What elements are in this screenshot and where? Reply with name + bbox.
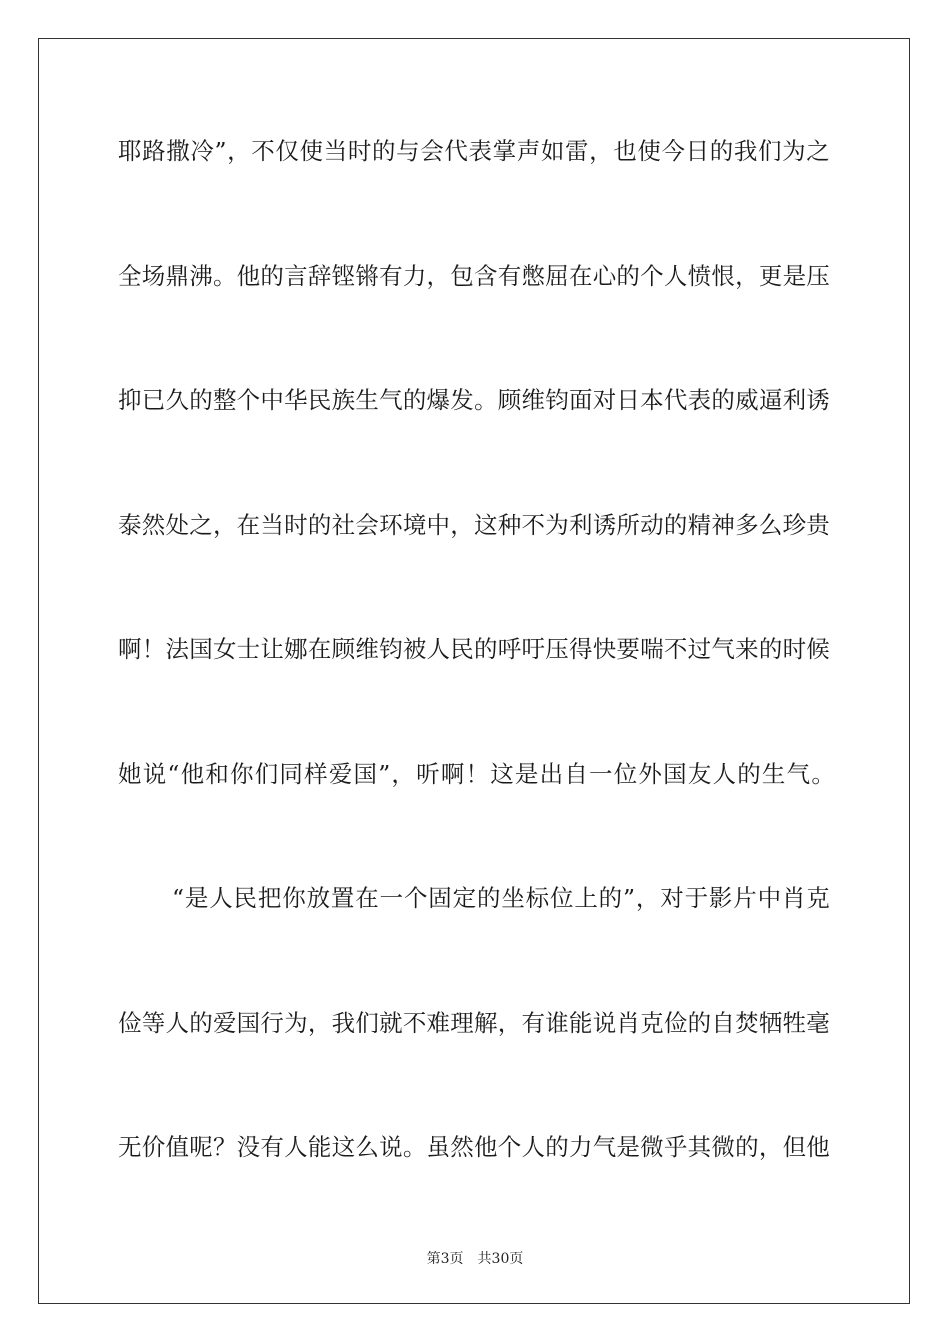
page-number: 第3页 (426, 1251, 464, 1267)
page-footer (0, 1248, 950, 1268)
text-line: 抑已久的整个中华民族生气的爆发。顾维钧面对日本代表的威逼利诱 (118, 386, 830, 414)
text-line: 耶路撒冷”，不仅使当时的与会代表掌声如雷，也使今日的我们为之 (118, 137, 830, 165)
text-line: 俭等人的爱国行为，我们就不难理解，有谁能说肖克俭的自焚牺牲毫 (118, 1008, 830, 1037)
text-line-paragraph-start: “是人民把你放置在一个固定的坐标位上的”，对于影片中肖克 (172, 884, 830, 912)
page-total: 共30页 (477, 1251, 524, 1267)
text-line: 泰然处之，在当时的社会环境中，这种不为利诱所动的精神多么珍贵 (118, 510, 830, 539)
text-line: 全场鼎沸。他的言辞铿锵有力，包含有憋屈在心的个人愤恨，更是压 (118, 261, 830, 290)
text-line: 她说“他和你们同样爱国”，听啊！这是出自一位外国友人的生气。 (118, 759, 837, 788)
document-body (118, 124, 837, 1245)
text-line: 啊！法国女士让娜在顾维钧被人民的呼吁压得快要喘不过气来的时候 (118, 635, 830, 663)
text-line: 无价值呢？没有人能这么说。虽然他个人的力气是微乎其微的，但他 (118, 1133, 830, 1161)
